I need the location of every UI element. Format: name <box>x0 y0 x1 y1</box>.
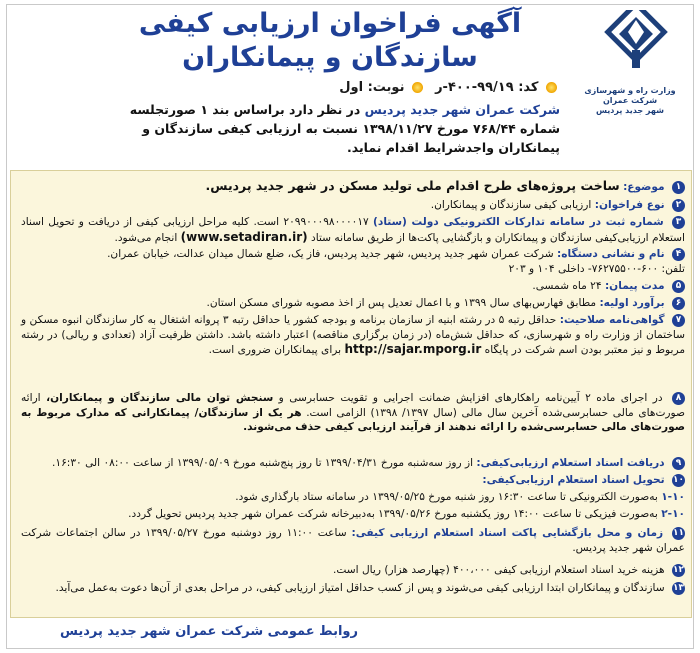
item-text: سازندگان و پیمانکاران ابتدا ارزیابی کیفی می‌شوند و پس از کسب حداقل امتیاز ارزیابی کیفی، در مراحل بعدی از آن‌ها دعوت به‌عمل می‌آید. <box>55 582 665 594</box>
logo-org-line2: شرکت عمران <box>602 96 658 105</box>
tender-code: کد: ۹۹/۱۹-۴۰۰-ر <box>435 80 539 95</box>
item-number: ۴ <box>672 248 685 261</box>
item-bold-text: سنجش توان مالی سازندگان و پیمانکاران، <box>46 392 274 404</box>
logo-caption <box>572 86 688 116</box>
item-text: ارائه صورت‌های مالی حسابرسی‌شده آخرین سال مالی (سال ۱۳۹۷/ ۱۳۹۸) الزامی است. <box>21 392 686 419</box>
public-relations-signature: روابط عمومی شرکت عمران شهر جدید پردیس <box>60 624 358 639</box>
list-item <box>21 215 685 245</box>
item-text: حداقل رتبه ۵ در رشته ابنیه از سازمان برنامه و بودجه کشور یا حداقل رتبه ۳ پروانه اشتغال به کار سازندگان انبوه مسکن و ساختمان از وزارت راه و شهرسازی، که حداقل شش‌ماه (در زمان برگزاری مناقصه) اعتبار داشته باشد. داشتن ظرفیت آزاد (تعدادی و ریالی) در رشته مربوط و نیز معتبر بودن اسم شرکت در پایگاه <box>21 314 685 356</box>
list-item <box>21 279 685 294</box>
list-item <box>21 490 685 505</box>
item-label: گواهی‌نامه صلاحیت: <box>559 314 665 326</box>
list-item <box>21 179 685 195</box>
item-number: ۹ <box>672 457 685 470</box>
intro-company: شرکت عمران شهر جدید پردیس <box>364 102 560 117</box>
item-number: ۲ <box>672 199 685 212</box>
sun-bullet-icon <box>412 82 423 93</box>
list-item <box>21 507 685 522</box>
list-item <box>21 563 685 578</box>
logo-org-line1: وزارت راه و شهرسازی <box>584 86 676 95</box>
item-label: نام و نشانی دستگاه: <box>557 248 665 260</box>
item-tail: برای پیمانکاران ضروری است. <box>208 344 342 356</box>
item-text: ارزیابی کیفی سازندگان و پیمانکاران. <box>430 199 592 211</box>
item-label: دریافت اسناد استعلام ارزیابی‌کیفی: <box>476 457 665 469</box>
list-item <box>21 296 685 311</box>
item-number: ۸ <box>672 392 685 405</box>
list-item <box>21 313 685 358</box>
sub-item-number: ۲-۱۰ <box>661 508 685 520</box>
item-number: ۵ <box>672 280 685 293</box>
item-label: تحویل اسناد استعلام ارزیابی‌کیفی: <box>482 474 665 486</box>
item-text: به‌صورت الکترونیکی تا ساعت ۱۶:۳۰ روز شنبه مورخ ۱۳۹۹/۰۵/۲۵ در سامانه ستاد بارگذاری شود. <box>235 491 658 503</box>
item-label: موضوع: <box>623 181 665 193</box>
list-item <box>21 198 685 213</box>
item-label: شماره ثبت در سامانه تدارکات الکترونیکی دولت (ستاد) <box>373 216 664 228</box>
list-item <box>21 581 685 596</box>
page-subtitle: سازندگان و پیمانکاران <box>182 42 478 73</box>
item-text: هزینه خرید اسناد استعلام ارزیابی کیفی ۴۰۰،۰۰۰ (چهارصد هزار) ریال است. <box>333 564 665 576</box>
item-number: ۱۰ <box>673 474 684 485</box>
header <box>0 0 700 168</box>
item-label: مدت پیمان: <box>604 280 665 292</box>
item-text: در اجرای ماده ۲ آیین‌نامه راهکارهای افزایش ضمانت اجرایی و تقویت حسابرسی و <box>278 392 663 404</box>
item-text: ۲۴ ماه شمسی. <box>532 280 602 292</box>
item-text: ساعت ۱۱:۰۰ روز دوشنبه مورخ ۱۳۹۹/۰۵/۲۷ در سالن اجتماعات شرکت عمران شهر جدید پردیس. <box>21 527 685 554</box>
item-text: مطابق فهارس‌بهای سال ۱۳۹۹ و با اعمال تعدیل پس از اخذ مصوبه شورای مسکن استان. <box>206 297 597 309</box>
logo-org-line3: شهر جدید پردیس <box>595 106 665 115</box>
list-item <box>21 526 685 555</box>
item-number: ۷ <box>672 314 685 327</box>
intro-text: در نظر دارد براساس بند ۱ صورتجلسه شماره ۷۶۸/۴۴ مورخ ۱۳۹۸/۱۱/۲۷ نسبت به ارزیابی کیفی سازندگان و پیمانکاران واجدشرایط اقدام نماید. <box>129 102 560 155</box>
sub-item-number: ۱-۱۰ <box>661 491 685 503</box>
item-tail: انجام می‌شود. <box>114 231 178 244</box>
item-number: ۱۱ <box>672 527 684 538</box>
item-text: شرکت عمران شهر جدید پردیس، شهر جدید پردیس، فاز یک، ضلع شمال میدان عدالت، خیابان عمران. <box>107 248 554 260</box>
item-number: ۶ <box>672 297 685 310</box>
item-label: برآورد اولیه: <box>599 297 665 309</box>
item-number: ۱۳ <box>673 582 684 593</box>
item-text: ساخت پروژه‌های طرح اقدام ملی تولید مسکن در شهر جدید پردیس. <box>205 178 620 193</box>
conditions-box <box>10 170 692 618</box>
list-item <box>21 247 685 276</box>
item-text: به‌صورت فیزیکی تا ساعت ۱۴:۰۰ روز یکشنبه مورخ ۱۳۹۹/۰۵/۲۶ به‌دبیرخانه شرکت عمران شهر جدید پردیس تحویل گردد. <box>128 508 658 520</box>
item-label: نوع فراخوان: <box>594 199 665 211</box>
code-line <box>339 80 560 95</box>
page-title: آگهی فراخوان ارزیابی کیفی <box>138 8 522 39</box>
list-item <box>21 391 685 435</box>
sun-bullet-icon <box>546 82 557 93</box>
list-item <box>21 456 685 471</box>
item-text: ۲۰۹۹۰۰۰۹۸۰۰۰۰۱۷ است. کلیه مراحل ارزیابی کیفی از دریافت و تحویل اسناد استعلام ارزیابی‌کیفی سازندگان و پیمانکاران و بازگشایی پاکت‌ها از طریق سامانه ستاد <box>21 216 685 244</box>
item-number: ۱۲ <box>673 564 684 575</box>
logo-emblem-icon <box>572 10 690 90</box>
setad-link[interactable]: (www.setadiran.ir) <box>180 229 308 244</box>
intro-paragraph <box>120 100 560 157</box>
item-number: ۳ <box>672 216 685 229</box>
tender-round: نوبت: اول <box>339 80 405 95</box>
item-bold-text: هر یک از سازندگان/ پیمانکارانی که مدارک مربوط به صورت‌های مالی حسابرسی‌شده را ارائه ندهند از فرآیند ارزیابی کیفی حذف می‌شوند. <box>21 406 685 433</box>
phone-number: تلفن: ۶۰۰-۷۶۲۷۵۵۰۰- داخلی ۱۰۴ و ۲۰۳ <box>508 262 685 275</box>
sajar-link[interactable]: http://sajar.mporg.ir <box>344 342 482 356</box>
item-number: ۱ <box>672 181 685 194</box>
item-text: از روز سه‌شنبه مورخ ۱۳۹۹/۰۴/۳۱ تا روز پنج‌شنبه مورخ ۱۳۹۹/۰۵/۰۹ از ساعت ۰۸:۰۰ الی ۱۶:۳۰. <box>52 457 474 469</box>
item-label: زمان و محل بازگشایی پاکت اسناد استعلام ارزیابی کیفی: <box>351 527 664 539</box>
list-item <box>21 473 685 488</box>
